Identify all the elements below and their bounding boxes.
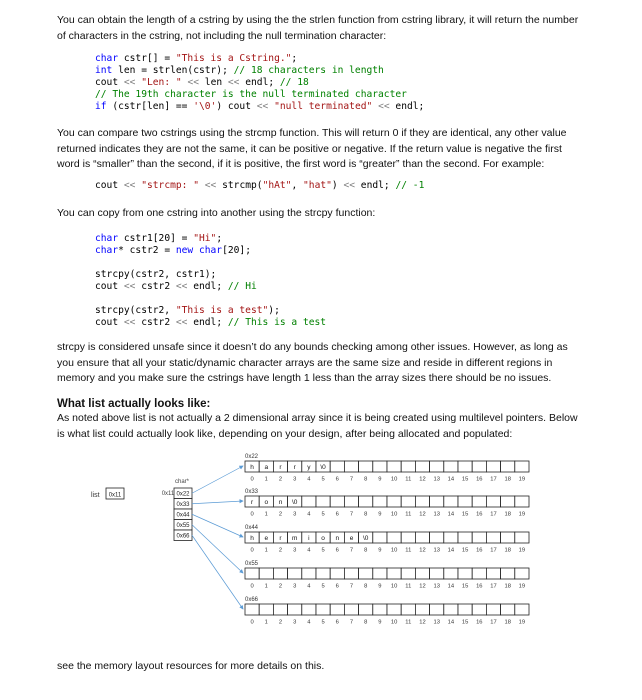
char-cell: [330, 604, 344, 615]
index-label: 19: [518, 547, 526, 554]
pointer-cell-value: 0x66: [176, 533, 190, 540]
index-label: 19: [518, 619, 526, 626]
char-cell: [444, 532, 458, 543]
code-token: ): [331, 180, 344, 191]
code-token: strcpy(cstr2,: [95, 305, 176, 316]
index-label: 4: [307, 547, 311, 554]
index-label: 17: [490, 583, 497, 590]
pointer-array-address: 0x11: [161, 491, 175, 497]
index-label: 1: [264, 619, 268, 626]
char-cell: [458, 568, 472, 579]
char-cell-value: i: [308, 535, 310, 542]
char-cell: [515, 568, 529, 579]
char-cell: [401, 604, 415, 615]
index-label: 1: [264, 547, 268, 554]
index-label: 15: [461, 547, 469, 554]
index-label: 2: [278, 583, 283, 590]
char-array-address: 0x33: [245, 489, 259, 495]
index-label: 11: [405, 547, 412, 554]
index-label: 11: [405, 583, 412, 590]
char-array-address: 0x55: [245, 561, 259, 567]
index-label: 13: [433, 476, 440, 483]
index-label: 3: [293, 511, 297, 518]
char-cell: [415, 461, 429, 472]
char-cell: [387, 604, 401, 615]
index-label: 14: [447, 511, 455, 518]
index-label: 10: [390, 547, 398, 554]
char-cell: [472, 461, 486, 472]
code-token: "This is a test": [175, 305, 269, 316]
code-token: '\0': [193, 101, 217, 112]
code-token: );: [268, 305, 280, 316]
char-cell-value: m: [291, 535, 298, 542]
pointer-type-label: char*: [174, 479, 190, 485]
code-token: "Hi": [193, 233, 217, 244]
code-token: "strcmp: ": [141, 180, 199, 191]
char-cell: [288, 568, 302, 579]
index-label: 13: [433, 583, 440, 590]
index-label: 16: [476, 583, 483, 590]
char-cell-value: r: [293, 464, 296, 471]
strlen-intro-paragraph: You can obtain the length of a cstring by using the the strlen function from cstring library, it will return the number of characters in the cstring, not including the null termination character:: [57, 14, 579, 42]
index-label: 7: [349, 619, 354, 626]
pointer-arrow: [192, 535, 243, 609]
index-label: 5: [321, 476, 325, 483]
index-label: 1: [264, 511, 268, 518]
char-cell: [302, 496, 316, 507]
code-token: cstr1[20] =: [118, 233, 194, 244]
code-token: if: [95, 101, 107, 112]
char-cell: [472, 496, 486, 507]
index-label: 16: [476, 619, 483, 626]
index-label: 8: [364, 583, 368, 590]
index-label: 18: [504, 476, 511, 483]
index-label: 9: [378, 511, 382, 518]
index-label: 0: [250, 583, 254, 590]
list-explanation-paragraph: As noted above list is not actually a 2 dimensional array since it is being created using multilevel pointers. Below is what list could actually look like, depending on your design, after being allocated and populated:: [57, 412, 578, 440]
char-cell-value: h: [250, 535, 254, 542]
index-label: 11: [405, 619, 412, 626]
code-token: cout: [95, 180, 124, 191]
code-token: len = strlen(cstr);: [112, 65, 234, 76]
char-cell: [415, 496, 429, 507]
code-token: endl;: [355, 180, 396, 191]
char-cell: [515, 496, 529, 507]
index-label: 8: [364, 511, 368, 518]
char-cell: [430, 461, 444, 472]
index-label: 9: [378, 583, 382, 590]
pointer-cell-value: 0x44: [176, 512, 190, 519]
index-label: 1: [264, 476, 268, 483]
pointer-cell-value: 0x22: [176, 491, 190, 498]
char-cell: [430, 568, 444, 579]
index-label: 10: [390, 583, 398, 590]
char-cell: [486, 604, 500, 615]
index-label: 19: [518, 583, 526, 590]
index-label: 17: [490, 547, 497, 554]
char-cell: [245, 568, 259, 579]
char-cell: [430, 496, 444, 507]
index-label: 0: [250, 511, 254, 518]
index-label: 17: [490, 619, 497, 626]
index-label: 4: [307, 476, 311, 483]
char-cell: [486, 461, 500, 472]
char-cell: [330, 461, 344, 472]
code-token: ) cout: [216, 101, 257, 112]
char-cell: [458, 461, 472, 472]
char-cell-value: n: [335, 535, 340, 542]
char-cell: [472, 604, 486, 615]
char-cell: [486, 532, 500, 543]
char-cell: [259, 568, 273, 579]
code-token: char: [198, 245, 223, 256]
index-label: 10: [390, 476, 398, 483]
index-label: 0: [250, 547, 254, 554]
index-label: 15: [461, 476, 469, 483]
index-label: 17: [490, 511, 497, 518]
char-array-address: 0x66: [245, 597, 259, 603]
code-token: <<: [187, 77, 200, 88]
pointer-cell-value: 0x55: [176, 523, 190, 529]
index-label: 5: [321, 511, 325, 518]
char-cell: [430, 604, 444, 615]
code-token: <<: [378, 101, 390, 112]
char-cell: [486, 568, 500, 579]
index-label: 4: [307, 619, 311, 626]
code-token: // The 19th character is the null terminated character: [95, 89, 407, 100]
char-cell: [472, 532, 486, 543]
index-label: 9: [378, 619, 382, 626]
index-label: 2: [278, 619, 283, 626]
index-label: 6: [335, 583, 339, 590]
char-cell: [401, 532, 415, 543]
index-label: 16: [476, 511, 483, 518]
char-cell: [373, 568, 387, 579]
char-cell: [401, 496, 415, 507]
code-token: len: [199, 77, 228, 88]
index-label: 12: [419, 619, 426, 626]
char-cell: [330, 568, 344, 579]
char-cell: [415, 604, 429, 615]
code-token: new: [175, 245, 194, 256]
char-cell: [501, 568, 515, 579]
char-cell: [415, 532, 429, 543]
index-label: 7: [349, 583, 354, 590]
pointer-arrow: [192, 501, 243, 504]
code-token: int: [95, 65, 113, 76]
char-cell: [259, 604, 273, 615]
char-cell: [373, 461, 387, 472]
char-cell: [316, 568, 330, 579]
char-cell: [415, 568, 429, 579]
code-token: <<: [227, 77, 240, 88]
char-cell: [444, 568, 458, 579]
index-label: 18: [504, 619, 511, 626]
char-cell: [387, 568, 401, 579]
code-token: char: [95, 233, 119, 244]
char-cell-value: e: [349, 535, 354, 542]
code-token: <<: [123, 281, 136, 292]
index-label: 12: [419, 583, 426, 590]
code-token: // -1: [395, 180, 425, 191]
index-label: 6: [335, 511, 339, 518]
char-cell: [515, 461, 529, 472]
char-cell: [444, 604, 458, 615]
index-label: 5: [321, 619, 325, 626]
char-cell-value: o: [264, 499, 269, 506]
char-cell-value: o: [321, 535, 325, 542]
char-cell-value: e: [264, 535, 269, 542]
char-cell: [401, 461, 415, 472]
char-cell: [444, 496, 458, 507]
char-cell: [316, 496, 330, 507]
char-cell: [458, 604, 472, 615]
char-cell: [302, 568, 316, 579]
char-cell: [472, 568, 486, 579]
code-token: <<: [175, 317, 188, 328]
index-label: 0: [250, 476, 254, 483]
index-label: 3: [293, 547, 297, 554]
code-token: // 18: [279, 77, 309, 88]
index-label: 14: [447, 547, 455, 554]
index-label: 6: [335, 619, 339, 626]
code-token: <<: [204, 180, 217, 191]
index-label: 7: [349, 511, 354, 518]
char-cell-value: \0: [291, 499, 298, 506]
code-token: ;: [291, 53, 298, 64]
index-label: 1: [264, 583, 268, 590]
char-cell: [273, 604, 287, 615]
index-label: 2: [278, 476, 283, 483]
code-token: cstr2: [135, 317, 176, 328]
index-label: 18: [504, 511, 511, 518]
char-cell: [515, 532, 529, 543]
char-cell-value: n: [278, 499, 283, 506]
section-heading: What list actually looks like:: [57, 398, 211, 410]
index-label: 14: [447, 619, 455, 626]
char-cell: [330, 496, 344, 507]
code-token: cout: [95, 281, 124, 292]
index-label: 15: [461, 619, 469, 626]
index-label: 11: [405, 511, 412, 518]
index-label: 17: [490, 476, 497, 483]
index-label: 8: [364, 547, 368, 554]
char-cell: [444, 461, 458, 472]
code-token: "This is a Cstring.": [175, 53, 292, 64]
char-cell: [344, 496, 358, 507]
index-label: 2: [278, 547, 283, 554]
char-cell: [458, 532, 472, 543]
char-cell: [245, 604, 259, 615]
code-token: "hAt": [262, 180, 292, 191]
char-array-address: 0x44: [245, 525, 259, 531]
char-cell: [288, 604, 302, 615]
strcpy-warning-paragraph: strcpy is considered unsafe since it doesn’t do any bounds checking among other issues. However, as long as you ensure that all your static/dynamic character arrays are the same size and reside in different regions in memory and you make sure the cstrings have length 1 less than the array sizes there should be no issues.: [57, 341, 568, 384]
index-label: 12: [419, 511, 426, 518]
index-label: 14: [447, 583, 455, 590]
code-token: * cstr2 =: [118, 245, 176, 256]
code-token: "Len: ": [141, 77, 182, 88]
index-label: 7: [349, 476, 354, 483]
char-cell: [387, 461, 401, 472]
index-label: 16: [476, 547, 483, 554]
code-token: <<: [256, 101, 269, 112]
index-label: 0: [250, 619, 254, 626]
code-token: cstr2: [135, 281, 176, 292]
char-cell: [501, 604, 515, 615]
char-cell-value: \0: [362, 535, 369, 542]
code-token: strcpy(cstr2, cstr1);: [95, 269, 217, 280]
index-label: 5: [321, 583, 325, 590]
index-label: 5: [321, 547, 325, 554]
index-label: 15: [461, 511, 469, 518]
list-value: 0x11: [108, 492, 122, 499]
code-token: // Hi: [227, 281, 257, 292]
index-label: 13: [433, 547, 440, 554]
code-token: ,: [291, 180, 304, 191]
index-label: 19: [518, 511, 526, 518]
code-token: (cstr[len] ==: [106, 101, 194, 112]
char-cell: [359, 461, 373, 472]
pointer-cell-value: 0x33: [176, 502, 190, 508]
char-cell-value: \0: [320, 464, 326, 471]
char-cell: [458, 496, 472, 507]
char-cell-value: r: [251, 499, 254, 506]
char-cell: [316, 604, 330, 615]
char-cell: [359, 604, 373, 615]
index-label: 18: [504, 583, 511, 590]
char-cell: [515, 604, 529, 615]
index-label: 12: [419, 476, 426, 483]
code-token: endl;: [389, 101, 425, 112]
code-token: <<: [123, 180, 136, 191]
list-label: list: [91, 492, 100, 499]
code-token: <<: [175, 281, 188, 292]
char-cell: [373, 604, 387, 615]
strcmp-intro-paragraph: You can compare two cstrings using the strcmp function. This will return 0 if they are identical, any other value returned indicates they are not the same, it can be positive or negative. If the return value is negative the first word is “smaller” than the second, if it is positive, the first word is “greater” than the second. For example:: [57, 127, 567, 170]
code-token: cout: [95, 77, 124, 88]
char-cell: [430, 532, 444, 543]
char-cell: [401, 568, 415, 579]
char-array-address: 0x22: [245, 454, 259, 460]
index-label: 9: [378, 547, 382, 554]
index-label: 3: [293, 476, 297, 483]
char-cell: [359, 568, 373, 579]
char-cell: [501, 461, 515, 472]
code-token: ;: [216, 233, 223, 244]
closing-paragraph: see the memory layout resources for more details on this.: [57, 660, 325, 672]
char-cell: [373, 532, 387, 543]
index-label: 3: [293, 583, 297, 590]
code-token: // 18 characters in length: [233, 65, 384, 76]
char-cell-value: h: [250, 464, 254, 471]
strcpy-intro-paragraph: You can copy from one cstring into another using the strcpy function:: [57, 207, 376, 219]
char-cell: [373, 496, 387, 507]
char-cell: [387, 496, 401, 507]
char-cell: [501, 496, 515, 507]
index-label: 18: [504, 547, 511, 554]
index-label: 8: [364, 476, 368, 483]
code-token: "null terminated": [274, 101, 373, 112]
char-cell: [344, 461, 358, 472]
index-label: 19: [518, 476, 526, 483]
index-label: 13: [433, 511, 440, 518]
char-cell: [501, 532, 515, 543]
index-label: 2: [278, 511, 283, 518]
char-cell: [273, 568, 287, 579]
code-token: strcmp(: [216, 180, 263, 191]
index-label: 10: [390, 511, 398, 518]
code-token: cstr[] =: [118, 53, 176, 64]
index-label: 8: [364, 619, 368, 626]
code-token: [20];: [222, 245, 251, 256]
code-token: char: [95, 245, 119, 256]
char-cell: [302, 604, 316, 615]
index-label: 12: [419, 547, 426, 554]
code-token: <<: [123, 317, 136, 328]
index-label: 15: [461, 583, 469, 590]
char-cell: [359, 496, 373, 507]
code-token: <<: [123, 77, 136, 88]
index-label: 6: [335, 476, 339, 483]
index-label: 9: [378, 476, 382, 483]
char-cell: [344, 568, 358, 579]
char-cell-value: r: [279, 535, 282, 542]
pointer-arrow: [192, 466, 243, 493]
char-cell-value: y: [307, 464, 311, 471]
index-label: 13: [433, 619, 440, 626]
index-label: 4: [307, 583, 311, 590]
char-cell: [387, 532, 401, 543]
char-cell-value: a: [264, 464, 269, 471]
char-cell: [344, 604, 358, 615]
index-label: 7: [349, 547, 354, 554]
pointer-arrow: [192, 514, 243, 537]
char-cell: [486, 496, 500, 507]
pointer-arrow: [192, 525, 243, 573]
index-label: 3: [293, 619, 297, 626]
index-label: 4: [307, 511, 311, 518]
char-cell-value: r: [279, 464, 282, 471]
code-token: <<: [343, 180, 356, 191]
index-label: 14: [447, 476, 455, 483]
code-token: char: [95, 53, 119, 64]
index-label: 16: [476, 476, 483, 483]
index-label: 10: [390, 619, 398, 626]
index-label: 11: [405, 476, 412, 483]
code-token: endl;: [187, 317, 228, 328]
code-token: endl;: [187, 281, 228, 292]
code-token: "hat": [303, 180, 332, 191]
code-token: endl;: [239, 77, 280, 88]
code-token: // This is a test: [227, 317, 327, 328]
index-label: 6: [335, 547, 339, 554]
code-token: cout: [95, 317, 124, 328]
